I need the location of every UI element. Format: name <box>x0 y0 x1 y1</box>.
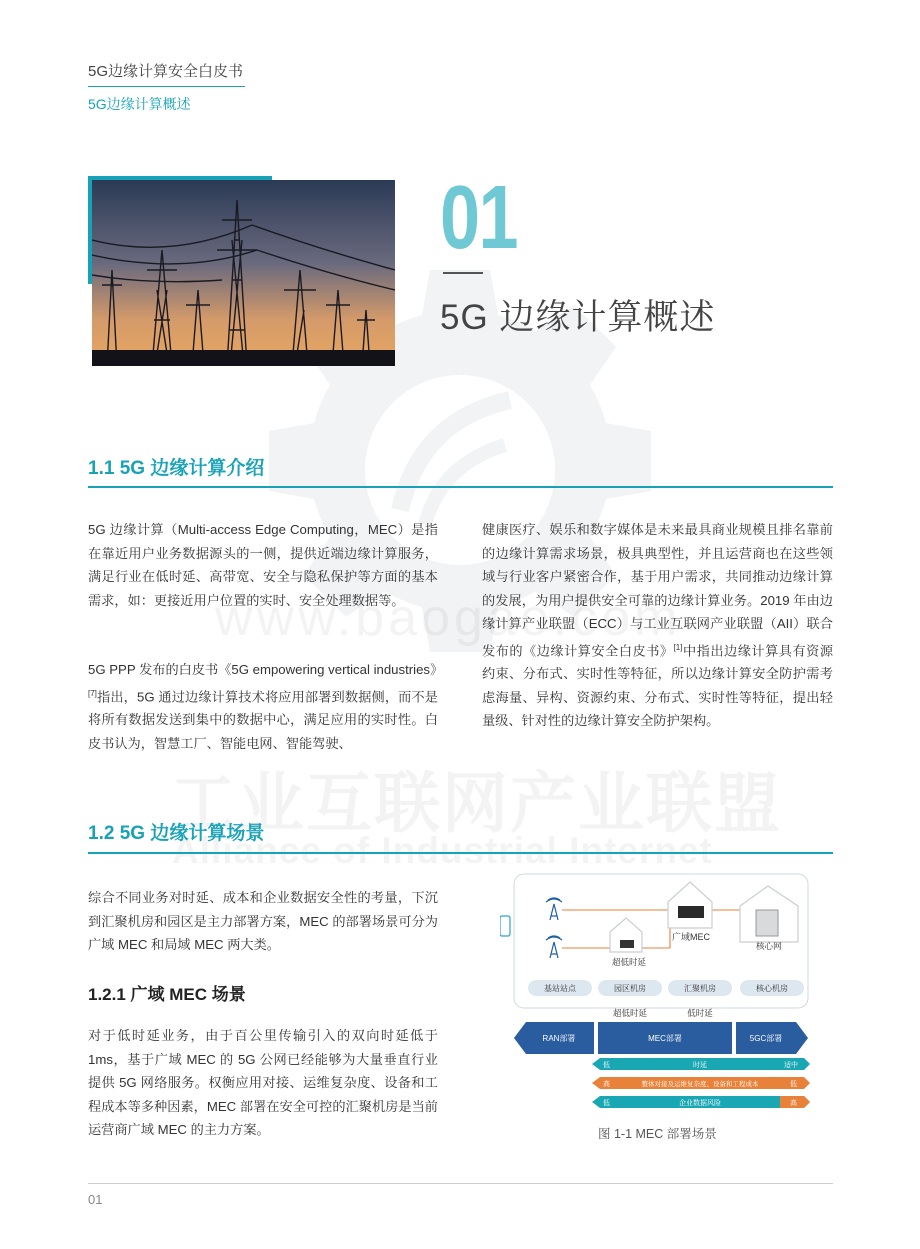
core-net-label: 核心网 <box>756 941 782 951</box>
bar-right-label: 适中 <box>784 1062 798 1069</box>
bar-right-label: 低 <box>790 1081 797 1088</box>
bar-left-label: 低 <box>603 1062 610 1069</box>
footer-divider <box>88 1183 833 1184</box>
chapter-dash <box>443 272 483 274</box>
header-section-title: 5G边缘计算概述 <box>88 96 191 112</box>
subsection-1-2-1-title: 1.2.1 广域 MEC 场景 <box>88 985 246 1004</box>
deploy-label: 5GC部署 <box>749 1034 783 1043</box>
citation-ref[interactable]: [7] <box>88 688 97 698</box>
site-label: 核心机房 <box>756 984 788 993</box>
power-tower-photo <box>92 180 395 366</box>
page-number: 01 <box>88 1192 103 1207</box>
chapter-number: 01 <box>440 168 517 268</box>
latency-label: 超低时延 <box>612 1008 647 1018</box>
bar-mid-label: 整体对接及运维复杂度、设备和工程成本 <box>641 1081 759 1088</box>
bar-mid-label: 时延 <box>693 1062 707 1069</box>
chapter-title: 5G 边缘计算概述 <box>440 298 716 337</box>
bar-right-label: 高 <box>790 1100 797 1107</box>
site-label: 汇聚机房 <box>684 984 716 993</box>
header-doc-title: 5G边缘计算安全白皮书 <box>88 63 244 80</box>
deploy-label: MEC部署 <box>648 1034 682 1043</box>
figure-caption: 图 1-1 MEC 部署场景 <box>598 1127 717 1141</box>
phone-icon <box>500 916 510 936</box>
wide-mec-label: 广域MEC <box>672 932 710 942</box>
para-text: 健康医疗、娱乐和数字媒体是未来最具商业规模且排名靠前的边缘计算需求场景，极具典型性，并且运营商也在这些领域与行业客户紧密合作，基于用户需求，共同推动边缘计算的发展，为用户提供安全可靠的边缘计算业务。2019 年由边缘计算产业联盟（ECC）与工业互联网产业联盟（AII）联合发布的《边缘计算安全白皮书》 <box>482 522 833 658</box>
ultra-low-latency-label: 超低时延 <box>612 957 647 967</box>
para-text: 中指出边缘计算具有资源约束、分布式、实时性等特征，所以边缘计算安全防护需考虑海量、异构、资源约束、分布式、实时性等特征，提出轻量级、针对性的边缘计算安全防护架构。 <box>482 642 834 729</box>
section-1-1-right-para <box>482 518 833 733</box>
site-label: 基站站点 <box>544 984 576 993</box>
section-1-2-title: 1.2 5G 边缘计算场景 <box>88 823 265 844</box>
site-label: 园区机房 <box>614 984 646 993</box>
subsection-1-2-1-para: 对于低时延业务，由于百公里传输引入的双向时延低于 1ms，基于广域 MEC 的 5G 公网已经能够为大量垂直行业提供 5G 网络服务。权衡应用对接、运维复杂度、设备和工程成本等多种因素，MEC 部署在安全可控的汇聚机房是当前运营商广域 MEC 的主力方案。 <box>88 1028 438 1137</box>
header-divider <box>88 86 245 87</box>
para-text: 5G PPP 发布的白皮书《5G empowering vertical industries》 <box>88 662 444 677</box>
latency-label: 低时延 <box>687 1008 713 1018</box>
bar-mid-label: 企业数据风险 <box>679 1100 721 1107</box>
bar-left-label: 高 <box>603 1081 610 1088</box>
section-1-2-intro: 综合不同业务对时延、成本和企业数据安全性的考量，下沉到汇聚机房和园区是主力部署方案，MEC 的部署场景可分为广域 MEC 和局域 MEC 两大类。 <box>88 890 438 952</box>
deploy-label: RAN部署 <box>542 1034 576 1043</box>
citation-ref[interactable]: [1] <box>673 642 683 652</box>
section-1-2-divider <box>88 852 833 854</box>
section-1-1-left-para-1: 5G 边缘计算（Multi-access Edge Computing，MEC）是指在靠近用户业务数据源头的一侧，提供近端边缘计算服务，满足行业在低时延、高带宽、安全与隐私保护等方面的基本需求，如：更接近用户位置的实时、安全处理数据等。 <box>88 522 438 608</box>
mec-deployment-diagram <box>500 872 820 1122</box>
section-1-1-divider <box>88 486 833 488</box>
bar-left-label: 低 <box>603 1100 610 1107</box>
section-1-1-title: 1.1 5G 边缘计算介绍 <box>88 458 265 479</box>
section-1-1-left-para-2 <box>88 658 444 755</box>
para-text: 指出，5G 通过边缘计算技术将应用部署到数据侧，而不是将所有数据发送到集中的数据中心，满足应用的实时性。白皮书认为，智慧工厂、智能电网、智能驾驶、 <box>88 688 438 751</box>
